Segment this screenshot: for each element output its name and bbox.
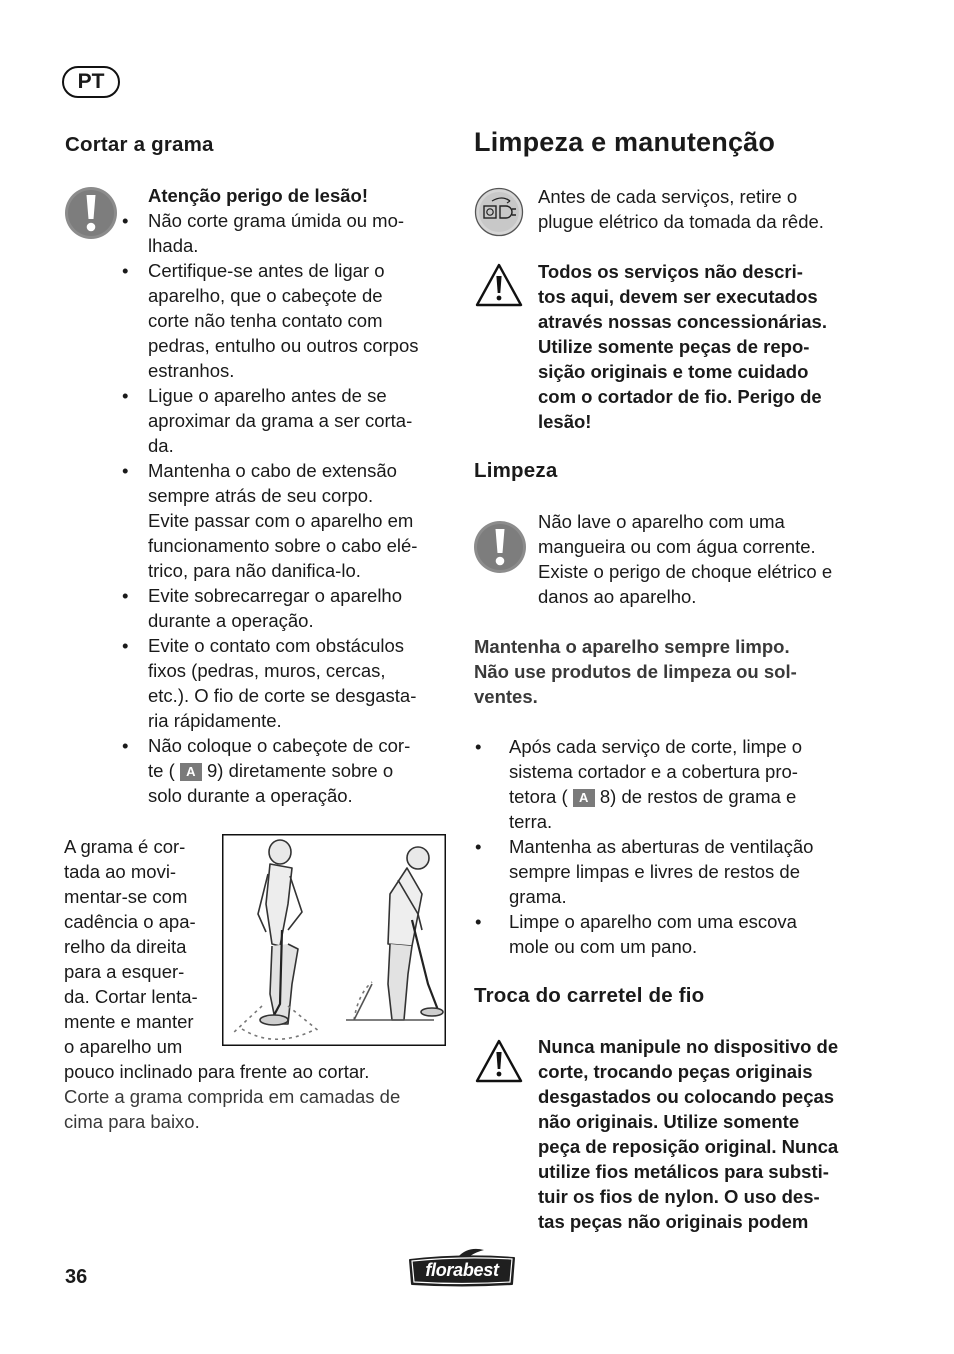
list-item: • Evite o contato com obstáculos fixos (pedras, muros, cercas, etc.). O fio de corte se desgasta- ria rápidamente. [148,633,458,733]
section-heading-limpeza: Limpeza [474,459,558,482]
florabest-logo [406,1246,518,1288]
list-item: • Mantenha o cabo de extensão sempre atrás de seu corpo. Evite passar com o aparelho em funcionamento sobre o cabo elé- trico, para não danifica-lo. [148,458,458,583]
language-badge [62,66,120,98]
part-badge: A [180,763,202,781]
mowing-paragraph: A grama é cor- tada ao movi- mentar-se com cadência o apa- relho da direita para a esquer- da. Cortar lenta- mente e manter o aparelho um pouco inclinado para frente ao cortar. Corte a grama comprida em camadas de cima para baixo. [64,836,401,1132]
warning-triangle-icon [474,1038,524,1084]
list-item: • Ligue o aparelho antes de se aproximar da grama a ser corta- da. [148,383,458,458]
cleaning-bullet-list [509,734,869,959]
spool-warning: Nunca manipule no dispositivo de corte, trocando peças originais desgastados ou colocando peças não originais. Utilize somente peça de reposição original. Nunca utilize fios metálicos para substi- tuir os fios de nylon. O uso des- tas peças não originais podem [538,1036,839,1232]
warning-triangle-icon [474,262,524,308]
part-badge: A [573,789,595,807]
warning-title: Atenção perigo de lesão! [148,185,368,206]
list-item: • Limpe o aparelho com uma escova mole ou com um pano. [509,909,869,959]
no-water-warning: Não lave o aparelho com uma mangueira ou com água corrente. Existe o perigo de choque elétrico e danos ao aparelho. [538,511,833,607]
service-warning: Todos os serviços não descri- tos aqui, devem ser executados através nossas concessionárias. Utilize somente peças de repo- sição originais e tome cuidado com o cortador de fio. Perigo de lesão! [538,261,827,432]
list-item: • Evite sobrecarregar o aparelho durante a operação. [148,583,458,633]
exclamation-circle-icon [64,186,118,240]
safety-bullet-list [148,208,458,808]
page-number: 36 [65,1266,88,1288]
list-item: • Mantenha as aberturas de ventilação sempre limpas e livres de restos de grama. [509,834,869,909]
section-heading-cortar: Cortar a grama [65,133,214,156]
unplug-icon [474,187,524,237]
trimmer-illustration [222,834,446,1046]
unplug-instruction: Antes de cada serviços, retire o plugue elétrico da tomada da rêde. [538,186,824,232]
page-title: Limpeza e manutenção [474,127,776,157]
logo-text: florabest [425,1260,499,1280]
section-heading-troca: Troca do carretel de fio [474,984,705,1007]
list-item: • Certifique-se antes de ligar o aparelho, que o cabeçote de corte não tenha contato com pedras, entulho ou outros corpos estranhos. [148,258,458,383]
keep-clean-note: Mantenha o aparelho sempre limpo. Não use produtos de limpeza ou sol- ventes. [474,636,797,707]
list-item: • Após cada serviço de corte, limpe o sistema cortador e a cobertura pro- tetora ( A 8) de restos de grama e terra. [509,734,869,834]
list-item: • Não coloque o cabeçote de cor- te ( A 9) diretamente sobre o solo durante a operação. [148,733,458,808]
language-label: PT [77,70,105,93]
list-item: • Não corte grama úmida ou mo- lhada. [148,208,458,258]
exclamation-circle-icon [473,520,527,574]
